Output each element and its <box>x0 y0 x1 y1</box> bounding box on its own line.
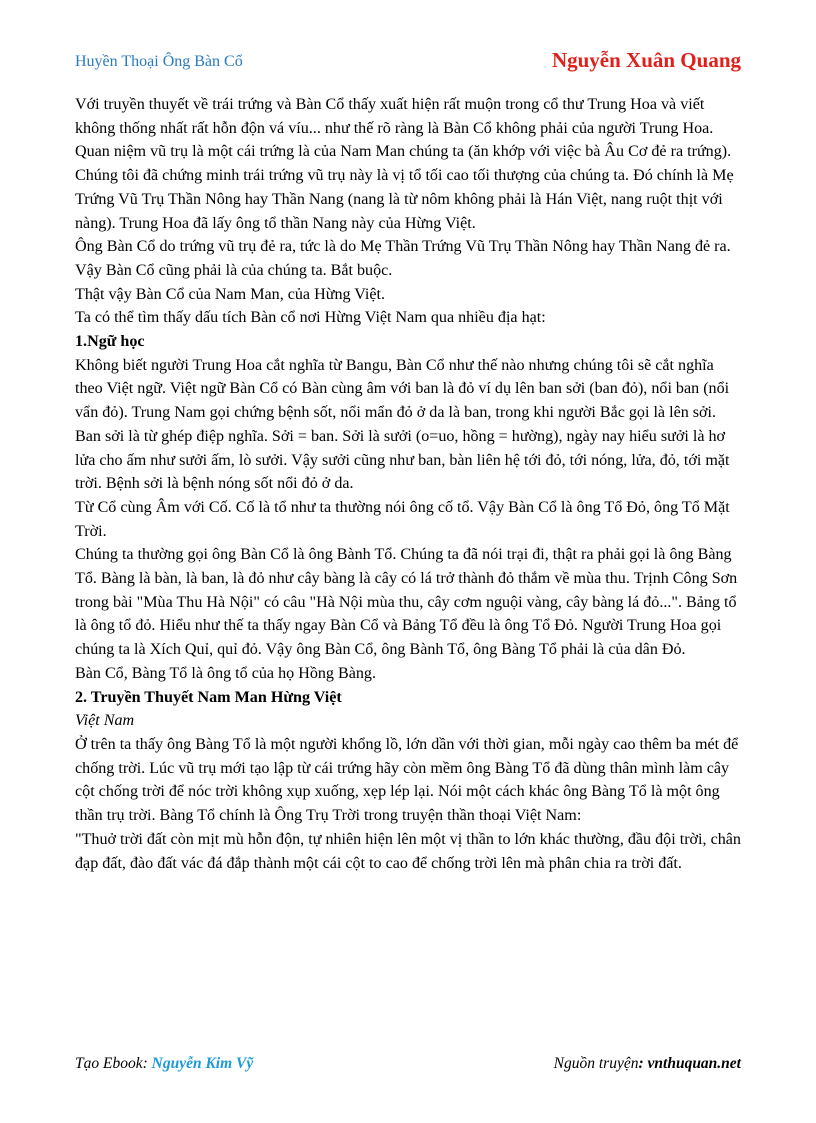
body-paragraph: Chúng ta thường gọi ông Bàn Cổ là ông Bành Tổ. Chúng ta đã nói trại đi, thật ra phải gọi là ông Bàng Tổ. Bàng là bàn, là ban, là đỏ như cây bàng là cây có lá trở thành đỏ thắm về mùa thu. Trịnh Công Sơn trong bài "Mùa Thu Hà Nội" có câu "Hà Nội mùa thu, cây cơm nguội vàng, cây bàng lá đỏ...". Bảng tổ là ông tổ đỏ. Hiểu như thế ta thấy ngay Bàn Cổ và Bảng Tổ đều là ông Tổ Đỏ. Người Trung Hoa gọi chúng ta là Xích Quỉ, quỉ đỏ. Vậy ông Bàn Cổ, ông Bành Tổ, ông Bàng Tổ phải là của dân Đỏ. <box>75 546 738 659</box>
source-credit <box>554 1055 741 1073</box>
document-body <box>75 93 743 875</box>
source-credit-label: Nguồn truyện <box>553 1055 639 1072</box>
page-footer <box>75 1055 741 1077</box>
page-header <box>75 48 741 76</box>
author-name: Nguyễn Xuân Quang <box>551 48 741 72</box>
body-paragraph: Không biết người Trung Hoa cắt nghĩa từ Bangu, Bàn Cổ như thế nào nhưng chúng tôi sẽ cắt nghĩa theo Việt ngữ. Việt ngữ Bàn Cổ có Bàn cùng âm với ban là đỏ ví dụ lên ban sởi (ban đỏ), nổi ban (nổi vẩn đỏ). Trung Nam gọi chứng bệnh sốt, nổi mẩn đỏ ở da là ban, trong khi người Bắc gọi là lên sởi. Ban sởi là từ ghép điệp nghĩa. Sởi = ban. Sởi là sưởi (o=uo, hồng = hường), ngày nay hiểu sưởi là hơ lửa cho ấm như sưởi ấm, lò sưởi. Vậy sưởi cũng như ban, bàn liên hệ tới đỏ, tới nóng, lửa, đỏ, tới mặt trời. Bệnh sởi là bệnh nóng sốt nổi đỏ ở da. <box>75 356 730 493</box>
ebook-credit-label: Tạo Ebook <box>75 1055 143 1072</box>
ebook-creator-name: Nguyễn Kim Vỹ <box>151 1055 254 1072</box>
source-site: vnthuquan.net <box>647 1055 741 1072</box>
section-heading-legends: 2. Truyền Thuyết Nam Man Hừng Việt <box>75 688 342 706</box>
quote-paragraph: "Thuở trời đất còn mịt mù hỗn độn, tự nhiên hiện lên một vị thần to lớn khác thường, đầu đội trời, chân đạp đất, đào đất vác đá đắp thành một cái cột to cao để chống trời lên mà phân chia ra trời đất. <box>75 830 741 872</box>
body-paragraph: Ta có thể tìm thấy dấu tích Bàn cổ nơi Hừng Việt Nam qua nhiều địa hạt: <box>75 309 546 327</box>
body-paragraph: Ông Bàn Cổ do trứng vũ trụ đẻ ra, tức là do Mẹ Thần Trứng Vũ Trụ Thần Nông hay Thần Nang đẻ ra. Vậy Bàn Cổ cũng phải là của chúng ta. Bắt buộc. <box>75 238 731 279</box>
body-paragraph: Ở trên ta thấy ông Bàng Tổ là một người khổng lồ, lớn dần với thời gian, mỗi ngày cao thêm ba mét để chống trời. Lúc vũ trụ mới tạo lập từ cái trứng hãy còn mềm ông Bàng Tổ đã dùng thân mình làm cây cột chống trời để nóc trời không xụp xuống, xẹp lép lại. Nói một cách khác ông Bàng Tổ là một ông thần trụ trời. Bàng Tổ chính là Ông Trụ Trời trong truyện thần thoại Việt Nam: <box>75 735 739 825</box>
section-subheading: Việt Nam <box>75 712 135 730</box>
body-paragraph: Với truyền thuyết về trái trứng và Bàn Cổ thấy xuất hiện rất muộn trong cổ thư Trung Hoa và viết không thống nhất rất hỗn độn vá víu... như thế rõ ràng là Bàn Cổ không phải của người Trung Hoa. Quan niệm vũ trụ là một cái trứng là của Nam Man chúng ta (ăn khớp với việc bà Âu Cơ đẻ ra trứng). Chúng tôi đã chứng minh trái trứng vũ trụ này là vị tổ tối cao tối thượng của chúng ta. Đó chính là Mẹ Trứng Vũ Trụ Thần Nông hay Thần Nang (nang là từ nôm không phải là Hán Việt, nang ruột thịt với nàng). Trung Hoa đã lấy ông tổ thần Nang này của Hừng Việt. <box>75 96 734 232</box>
body-paragraph: Bàn Cổ, Bàng Tổ là ông tổ của họ Hồng Bàng. <box>75 664 376 682</box>
body-paragraph: Thật vậy Bàn Cổ của Nam Man, của Hừng Việt. <box>75 285 386 303</box>
body-paragraph: Từ Cổ cùng Âm với Cố. Cố là tổ như ta thường nói ông cố tổ. Vậy Bàn Cổ là ông Tổ Đỏ, ông Tổ Mặt Trời. <box>75 498 730 540</box>
section-heading-linguistics: 1.Ngữ học <box>75 333 145 351</box>
document-title: Huyền Thoại Ông Bàn Cổ <box>75 53 243 70</box>
source-credit-separator: : <box>638 1055 648 1072</box>
ebook-credit <box>75 1055 253 1073</box>
ebook-credit-separator: : <box>142 1055 152 1072</box>
